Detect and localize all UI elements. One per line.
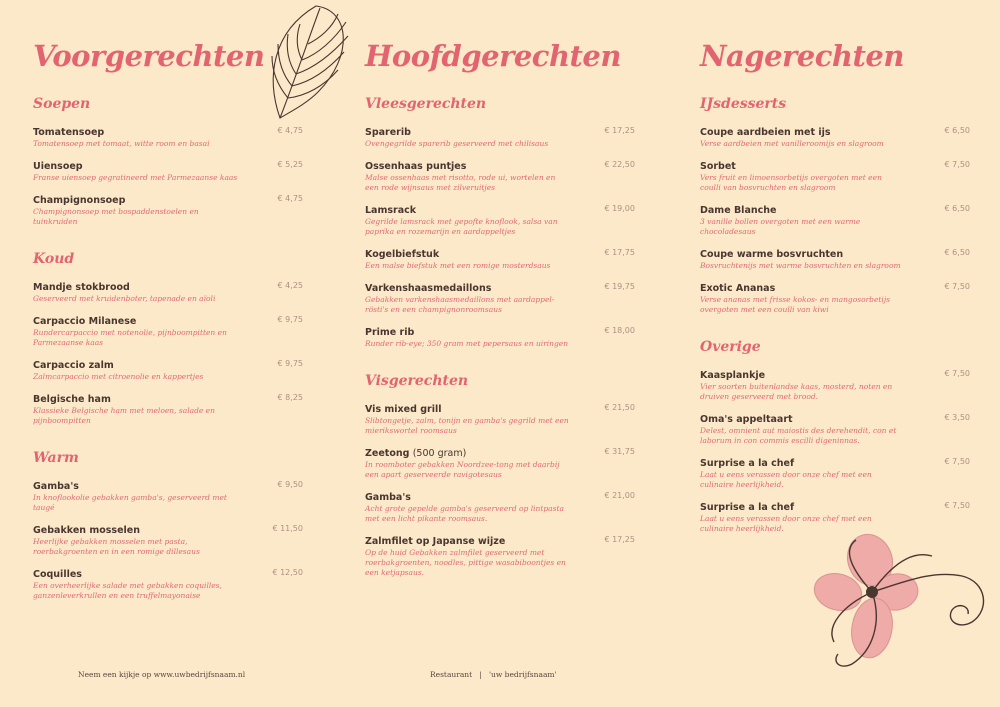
item-name: Varkenshaasmedaillons <box>365 283 492 294</box>
item-name: Lamsrack <box>365 205 417 216</box>
column-title: Hoofdgerechten <box>365 39 621 73</box>
item-name: Champignonsoep <box>33 195 126 206</box>
item-price: € 7,50 <box>944 282 970 291</box>
section-title: Warm <box>33 450 79 466</box>
item-name: Coupe warme bosvruchten <box>700 249 844 260</box>
menu-item <box>700 457 970 490</box>
item-description: Champignonsoep met bospaddenstoelen en tuinkruiden <box>33 207 199 226</box>
menu-item <box>33 160 303 183</box>
column-hoofdgerechten <box>365 36 635 602</box>
item-name: Tomatensoep <box>33 127 105 138</box>
item-price: € 4,75 <box>277 194 303 203</box>
item-name-extra: (500 gram) <box>412 448 467 459</box>
item-price: € 7,50 <box>944 457 970 466</box>
item-price: € 6,50 <box>944 204 970 213</box>
item-name: Zalmfilet op Japanse wijze <box>365 536 506 547</box>
menu-item <box>700 369 970 402</box>
item-name: Gamba's <box>33 481 79 492</box>
section-title: Soepen <box>33 96 91 112</box>
item-name-text: Zeetong <box>365 448 410 459</box>
section-overige <box>700 339 970 534</box>
item-description: Klassieke Belgische ham met meloen, salade en pijnboompitten <box>33 406 215 425</box>
item-name: Ossenhaas puntjes <box>365 161 467 172</box>
menu-item <box>33 393 303 426</box>
item-price: € 17,25 <box>604 126 635 135</box>
item-description: In roomboter gebakken Noordzee-tong met daarbij een apart geserveerde ravigotesaus <box>365 460 560 479</box>
item-description: Gebakken varkenshaasmedaillons met aardappel-rösti's en een champignonroomsaus <box>365 295 555 314</box>
item-price: € 17,25 <box>604 535 635 544</box>
item-price: € 3,50 <box>944 413 970 422</box>
item-name: Oma's appeltaart <box>700 414 793 425</box>
item-name: Surprise a la chef <box>700 458 795 469</box>
item-description: Gegrilde lamsrack met gepofte knoflook, salsa van paprika en rozemarijn en aardappeltjes <box>365 217 558 236</box>
item-name: Carpaccio Milanese <box>33 316 137 327</box>
item-price: € 31,75 <box>604 447 635 456</box>
item-description: Laat u eens verassen door onze chef met een culinaire heerlijkheid. <box>700 470 872 489</box>
item-description: Vier soorten buitenlandse kaas, mosterd, noten en druiven geserveerd met brood. <box>700 382 893 401</box>
section-vleesgerechten <box>365 96 635 349</box>
item-name: Carpaccio zalm <box>33 360 114 371</box>
item-price: € 8,25 <box>277 393 303 402</box>
menu-item <box>700 282 970 315</box>
item-price: € 18,00 <box>604 326 635 335</box>
item-description: Malse ossenhaas met risotto, rode ui, wortelen en een rode wijnsaus met zilveruitjes <box>365 173 556 192</box>
menu-item <box>700 126 970 149</box>
menu-item <box>365 491 635 524</box>
item-name: Gamba's <box>365 492 411 503</box>
item-description: Heerlijke gebakken mosselen met pasta, roerbakgroenten en in een romige dillesaus <box>33 537 200 556</box>
menu-item <box>365 326 635 349</box>
item-price: € 7,50 <box>944 501 970 510</box>
item-price: € 9,75 <box>277 315 303 324</box>
item-price: € 6,50 <box>944 248 970 257</box>
menu-item <box>700 204 970 237</box>
menu-item <box>700 413 970 446</box>
menu-item <box>365 447 635 480</box>
menu-item <box>33 568 303 601</box>
section-visgerechten <box>365 373 635 578</box>
item-name: Exotic Ananas <box>700 283 776 294</box>
item-description: 3 vanille bollen overgoten met een warme chocoladesaus <box>700 217 861 236</box>
item-price: € 21,50 <box>604 403 635 412</box>
section-title: IJsdesserts <box>700 96 787 112</box>
section-title: Koud <box>33 251 75 267</box>
item-name: Kogelbiefstuk <box>365 249 440 260</box>
item-name: Belgische ham <box>33 394 111 405</box>
item-description: Ovengegrilde sparerib geserveerd met chilisaus <box>365 139 549 148</box>
item-price: € 17,75 <box>604 248 635 257</box>
menu-item <box>33 524 303 557</box>
item-description: Vers fruit en limoensorbetijs overgoten met een coulli van bosvruchten en slagroom <box>700 173 882 192</box>
menu-item <box>700 160 970 193</box>
item-description: Franse uiensoep gegratineerd met Parmezaanse kaas <box>33 173 238 182</box>
item-description: Delest, omnient aut maiostis des derehendit, con et laborum in con commis escilli digeninnas. <box>700 426 897 445</box>
item-name: Mandje stokbrood <box>33 282 130 293</box>
section-ijsdesserts <box>700 96 970 315</box>
item-price: € 21,00 <box>604 491 635 500</box>
item-description: Tomatensoep met tomaat, witte room en basai <box>33 139 210 148</box>
section-title: Vleesgerechten <box>365 96 487 112</box>
item-name: Surprise a la chef <box>700 502 795 513</box>
menu-item <box>365 403 635 436</box>
item-price: € 19,00 <box>604 204 635 213</box>
section-soepen <box>33 96 303 227</box>
menu-item <box>365 535 635 578</box>
item-description: Acht grote gepelde gamba's geserveerd op lintpasta met een licht pikante roomsaus. <box>365 504 564 523</box>
item-price: € 19,75 <box>604 282 635 291</box>
item-description: Een malse biefstuk met een romige mosterdsaus <box>365 261 551 270</box>
menu-item <box>700 248 970 271</box>
item-description: Slibtongetje, zalm, tonijn en gamba's gegrild met een mierikswortel roomsaus <box>365 416 569 435</box>
item-price: € 4,25 <box>277 281 303 290</box>
item-name: Coupe aardbeien met ijs <box>700 127 831 138</box>
item-name: Sorbet <box>700 161 736 172</box>
item-name: Kaasplankje <box>700 370 766 381</box>
column-nagerechten <box>700 36 970 558</box>
item-price: € 5,25 <box>277 160 303 169</box>
item-description: Verse aardbeien met vanilleroomijs en slagroom <box>700 139 884 148</box>
column-title: Nagerechten <box>700 39 904 73</box>
menu-item <box>33 359 303 382</box>
item-description: Verse ananas met frisse kokos- en mangosorbetijs overgoten met een coulli van kiwi <box>700 295 891 314</box>
item-description: Geserveerd met kruidenboter, tapenade en aïoli <box>33 294 216 303</box>
section-warm <box>33 450 303 601</box>
section-koud <box>33 251 303 426</box>
item-price: € 7,50 <box>944 160 970 169</box>
item-price: € 11,50 <box>272 524 303 533</box>
item-price: € 4,75 <box>277 126 303 135</box>
footer-restaurant: Restaurant | 'uw bedrijfsnaam' <box>430 670 557 679</box>
item-description: Zalmcarpaccio met citroenolie en kappertjes <box>33 372 204 381</box>
item-name: Gebakken mosselen <box>33 525 140 536</box>
item-name: Vis mixed grill <box>365 404 442 415</box>
item-price: € 22,50 <box>604 160 635 169</box>
item-description: Rundercarpaccio met notenolie, pijnboompitten en Parmezaanse kaas <box>33 328 227 347</box>
menu-item <box>33 480 303 513</box>
item-price: € 12,50 <box>272 568 303 577</box>
menu-item <box>33 281 303 304</box>
column-title: Voorgerechten <box>33 39 265 73</box>
item-name: Uiensoep <box>33 161 83 172</box>
menu-item <box>33 126 303 149</box>
item-price: € 6,50 <box>944 126 970 135</box>
menu-item <box>365 282 635 315</box>
menu-item <box>365 204 635 237</box>
item-description: In knoflookolie gebakken gamba's, geserveerd met taugé <box>33 493 227 512</box>
item-description: Bosvruchtenijs met warme bosvruchten en slagroom <box>700 261 901 270</box>
item-name <box>365 447 570 460</box>
item-name: Coquilles <box>33 569 82 580</box>
item-price: € 9,75 <box>277 359 303 368</box>
item-price: € 7,50 <box>944 369 970 378</box>
menu-item <box>365 160 635 193</box>
menu-item <box>33 194 303 227</box>
item-description: Een overheerlijke salade met gebakken coquilles, ganzenleverkrullen en een truffelmayonaise <box>33 581 222 600</box>
footer-website: Neem een kijkje op www.uwbedrijfsnaam.nl <box>78 670 246 679</box>
item-description: Runder rib-eye; 350 gram met pepersaus en uiringen <box>365 339 569 348</box>
menu-item <box>33 315 303 348</box>
item-name: Dame Blanche <box>700 205 777 216</box>
menu-item <box>365 248 635 271</box>
item-description: Laat u eens verassen door onze chef met een culinaire heerlijkheid. <box>700 514 872 533</box>
column-voorgerechten <box>33 36 303 625</box>
section-title: Overige <box>700 339 761 355</box>
item-name: Prime rib <box>365 327 415 338</box>
section-title: Visgerechten <box>365 373 469 389</box>
menu-item <box>700 501 970 534</box>
menu-item <box>365 126 635 149</box>
item-name: Sparerib <box>365 127 411 138</box>
item-price: € 9,50 <box>277 480 303 489</box>
item-description: Op de huid Gebakken zalmfilet geserveerd met roerbakgroenten, noodles, pittige wasabiboontjes en een ketjapsaus. <box>365 548 566 577</box>
